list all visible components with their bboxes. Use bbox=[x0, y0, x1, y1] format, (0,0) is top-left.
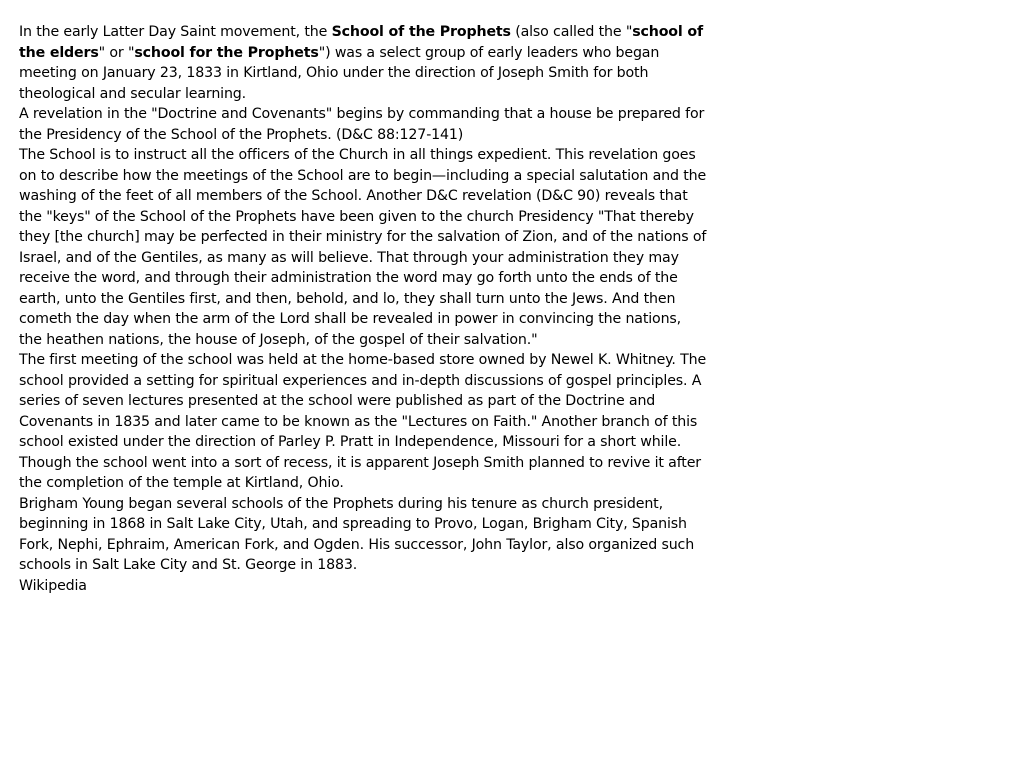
intro-text-1: In the early Latter Day Saint movement, the bbox=[19, 24, 332, 40]
term-school-of-the-prophets: School of the Prophets bbox=[331, 24, 511, 40]
paragraph-instruction: The School is to instruct all the officers of the Church in all things expedient. This revelation goes on to describe how the meetings of the School are to begin—including a special salutation and the washing of the feet of all members of the School. Another D&C revelation (D&C 90) reveals that the "keys" of the School of the Prophets have been given to the church Presidency "That thereby they [the church] may be perfected in their ministry for the salvation of Zion, and of the nations of Israel, and of the Gentiles, as many as will believe. That through your administration they may receive the word, and through their administration the word may go forth unto the ends of the earth, unto the Gentiles first, and then, behold, and lo, they shall turn unto the Jews. And then cometh the day when the arm of the Lord shall be revealed in power in convincing the nations, the heathen nations, the house of Joseph, of the gospel of their salvation." bbox=[19, 147, 707, 348]
paragraph-first-meeting: The first meeting of the school was held at the home-based store owned by Newel K. Whitney. The school provided a setting for spiritual experiences and in-depth discussions of gospel principles. A series of seven lectures presented at the school were published as part of the Doctrine and Covenants in 1835 and later came to be known as the "Lectures on Faith." Another branch of this school existed under the direction of Parley P. Pratt in Independence, Missouri for a short while. Though the school went into a sort of recess, it is apparent Joseph Smith planned to revive it after the completion of the temple at Kirtland, Ohio. bbox=[19, 352, 707, 491]
paragraph-revelation: A revelation in the "Doctrine and Covenants" begins by commanding that a house be prepared for the Presidency of the School of the Prophets. (D&C 88:127-141) bbox=[19, 106, 705, 143]
intro-text-2: (also called the " bbox=[510, 24, 633, 40]
intro-paragraph bbox=[19, 22, 707, 104]
term-school-of-the-elders: school of the elders bbox=[19, 24, 704, 61]
term-school-for-the-prophets: school for the Prophets bbox=[134, 44, 319, 61]
article-text bbox=[19, 22, 707, 596]
intro-text-3: " or " bbox=[98, 44, 135, 61]
paragraph-brigham-young: Brigham Young began several schools of the Prophets during his tenure as church president, beginning in 1868 in Salt Lake City, Utah, and spreading to Provo, Logan, Brigham City, Spanish Fork, Nephi, Ephraim, American Fork, and Ogden. His successor, John Taylor, also organized such schools in Salt Lake City and St. George in 1883. bbox=[19, 495, 695, 573]
intro-text-4: ") was a select group of early leaders who began meeting on January 23, 1833 in Kirtland, Ohio under the direction of Joseph Smith for both theological and secular learning. bbox=[19, 44, 660, 102]
source-label: Wikipedia bbox=[19, 577, 87, 594]
